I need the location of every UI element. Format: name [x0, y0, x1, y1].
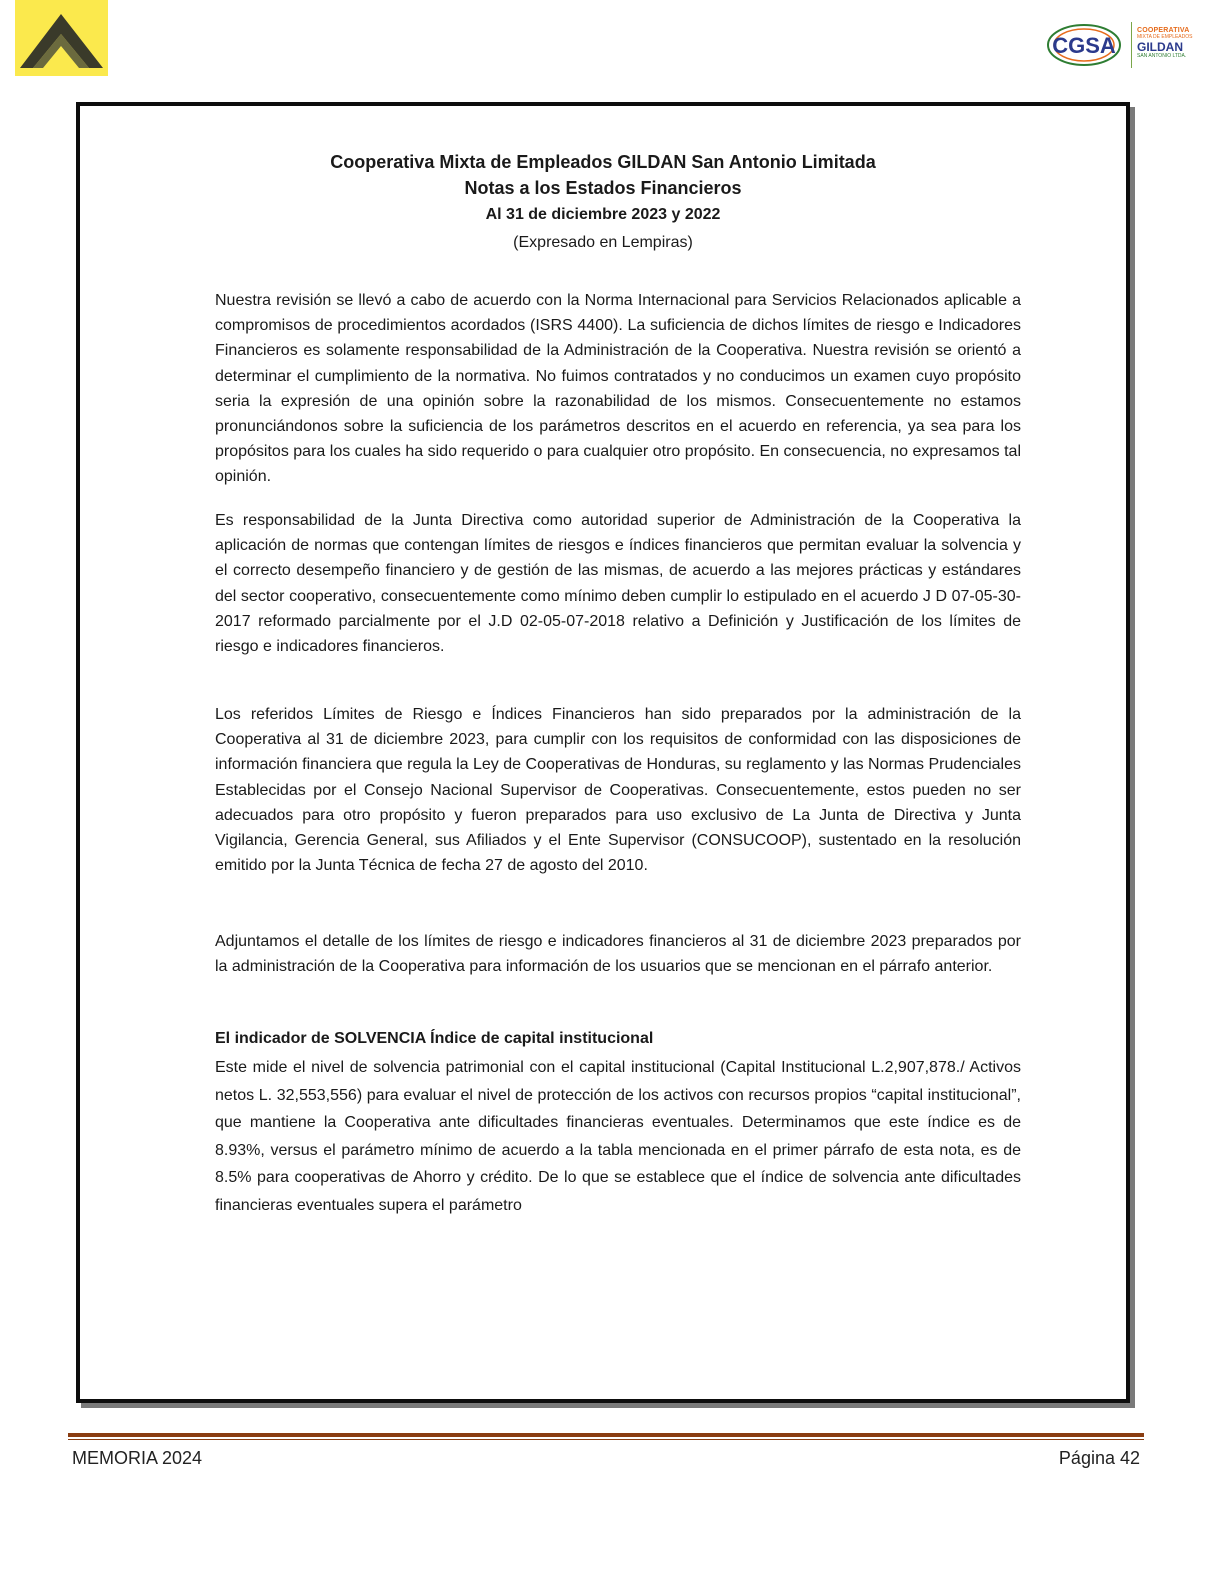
cgsa-logo-mark: [1046, 22, 1126, 68]
paragraph: Es responsabilidad de la Junta Directiva como autoridad superior de Administración de la Cooperativa la aplicación de normas que contengan límites de riesgos e índices financieros que permitan evaluar la solvencia y el correcto desempeño financiero y de gestión de las mismas, de acuerdo a las mejores prácticas y estándares del sector cooperativo, consecuentemente como mínimo deben cumplir lo estipulado en el acuerdo J D 07-05-30-2017 reformado parcialmente por el J.D 02-05-07-2018 relativo a Definición y Justificación de los límites de riesgo e indicadores financieros.: [215, 512, 1021, 656]
brand-line-3: GILDAN: [1137, 40, 1183, 54]
section-heading: El indicador de SOLVENCIA Índice de capital institucional: [215, 1030, 654, 1047]
paragraph: Los referidos Límites de Riesgo e Índices Financieros han sido preparados por la administración de la Cooperativa al 31 de diciembre 2023, para cumplir con los requisitos de conformidad con las disposiciones de información financiera que regula la Ley de Cooperativas de Honduras, su reglamento y las Normas Prudenciales Establecidas por el Consejo Nacional Supervisor de Cooperativas. Consecuentemente, estos pueden no ser adecuados para otro propósito y fueron preparados para uso exclusivo de La Junta de Directiva y Junta Vigilancia, Gerencia General, sus Afiliados y el Ente Supervisor (CONSUCOOP), sustentado en la resolución emitido por la Junta Técnica de fecha 27 de agosto del 2010.: [215, 706, 1021, 875]
footer-title: MEMORIA 2024: [72, 1448, 203, 1468]
currency-note: (Expresado en Lempiras): [513, 234, 693, 251]
document-title: Cooperativa Mixta de Empleados GILDAN San Antonio Limitada: [330, 152, 876, 172]
chevron-peak-icon: [15, 0, 108, 76]
brand-line-4: SAN ANTONIO LTDA.: [1137, 53, 1187, 59]
brand-text: [1137, 27, 1192, 59]
paragraph: Nuestra revisión se llevó a cabo de acuerdo con la Norma Internacional para Servicios Relacionados aplicable a compromisos de procedimientos acordados (ISRS 4400). La suficiencia de dichos límites de riesgo e Indicadores Financieros es solamente responsabilidad de la Administración de la Cooperativa. Nuestra revisión se orientó a determinar el cumplimiento de la normativa. No fuimos contratados y no conducimos un examen cuyo propósito seria la expresión de una opinión sobre la razonabilidad de los mismos. Consecuentemente no estamos pronunciándonos sobre la suficiencia de los parámetros descritos en el acuerdo en referencia, ya sea para los propósitos para los cuales ha sido requerido o para cualquier otro propósito. En consecuencia, no expresamos tal opinión.: [215, 292, 1021, 486]
paragraph: Adjuntamos el detalle de los límites de riesgo e indicadores financieros al 31 de diciembre 2023 preparados por la administración de la Cooperativa para información de los usuarios que se mencionan en el párrafo anterior.: [215, 933, 1021, 976]
brand-line-1: COOPERATIVA: [1137, 27, 1190, 34]
document-frame: [76, 102, 1130, 1403]
corner-logo: [15, 0, 108, 76]
brand-mark-text: CGSA: [1052, 33, 1116, 58]
footer-rule-thin: [68, 1439, 1144, 1440]
brand-line-2: MIXTA DE EMPLEADOS: [1137, 34, 1193, 40]
brand-divider: [1131, 22, 1132, 68]
document-date: Al 31 de diciembre 2023 y 2022: [485, 206, 721, 223]
document-subtitle: Notas a los Estados Financieros: [464, 178, 742, 198]
brand-logo: [1046, 20, 1206, 72]
footer-rule: [68, 1433, 1144, 1437]
section-paragraph: Este mide el nivel de solvencia patrimonial con el capital institucional (Capital Institucional L.2,907,878./ Activos netos L. 32,553,556) para evaluar el nivel de protección de los activos con recursos propios “capital institucional”, que mantiene la Cooperativa ante dificultades financieras eventuales. Determinamos que este índice es de 8.93%, versus el parámetro mínimo de acuerdo a la tabla mencionada en el primer párrafo de esta nota, es de 8.5% para cooperativas de Ahorro y crédito. De lo que se establece que el índice de solvencia ante dificultades financieras eventuales supera el parámetro: [215, 1059, 1021, 1214]
page-number: Página 42: [1058, 1448, 1140, 1468]
